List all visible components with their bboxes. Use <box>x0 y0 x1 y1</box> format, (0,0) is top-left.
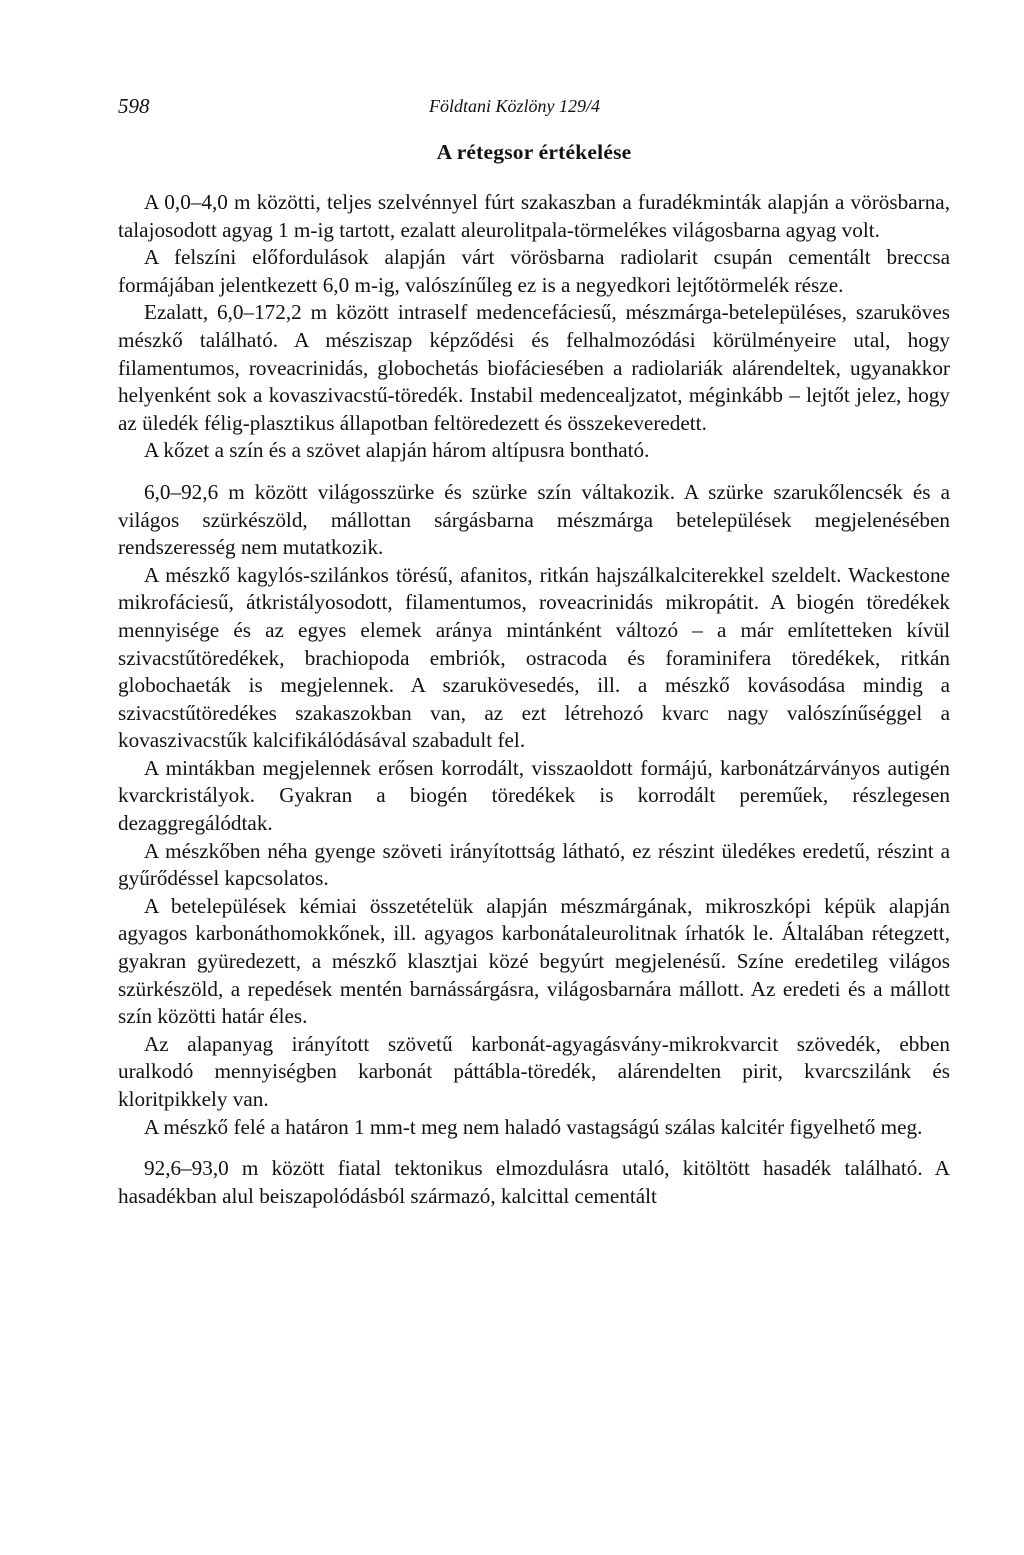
running-head <box>118 94 950 126</box>
paragraph-6: A mintákban megjelennek erősen korrodált, visszaoldott formájú, karbonátzárványos autigén kvarckristályok. Gyakran a biogén töredékek is korrodált pereműek, részlegesen dezaggregálódtak. <box>118 755 950 836</box>
journal-title: Földtani Közlöny 129/4 <box>429 96 600 116</box>
section-title: A rétegsor értékelése <box>436 140 632 164</box>
paragraph-1: A felszíni előfordulások alapján várt vörösbarna radiolarit csupán cementált breccsa formájában jelentkezett 6,0 m-ig, valószínűleg ez is a negyedkori lejtőtörmelék része. <box>118 245 950 297</box>
paragraph-0: A 0,0–4,0 m közötti, teljes szelvénnyel fúrt szakaszban a furadékminták alapján a vörösbarna, talajosodott agyag 1 m-ig tartott, ezalatt aleurolitpala-törmelékes világosbarna agyag volt. <box>118 190 950 242</box>
page <box>118 94 950 1210</box>
page-number: 598 <box>118 94 150 118</box>
paragraph-4: 6,0–92,6 m között világosszürke és szürke szín váltakozik. A szürke szarukőlencsék és a világos szürkészöld, mállottan sárgásbarna mészmárga betelepülések megjelenésében rendszeresség nem mutatkozik. <box>118 479 950 560</box>
paragraph-7: A mészkőben néha gyenge szöveti irányítottság látható, ez részint üledékes eredetű, részint a gyűrődéssel kapcsolatos. <box>118 838 950 891</box>
paragraph-8: A betelepülések kémiai összetételük alapján mészmárgának, mikroszkópi képük alapján agyagos karbonáthomokkőnek, ill. agyagos karbonátaleurolitnak írhatók le. Általában rétegzett, gyakran gyüredezett, a mészkő klasztjai közé begyúrt megjelenésű. Színe eredetileg világos szürkészöld, a repedések mentén barnássárgásra, világosbarnára mállott. Az eredeti és a mállott szín közötti határ éles. <box>118 893 950 1029</box>
paragraph-9: Az alapanyag irányított szövetű karbonát-agyagásvány-mikrokvarcit szövedék, ebben uralkodó mennyiségben karbonát páttábla-töredék, alárendelten pirit, kvarcszilánk és kloritpikkely van. <box>118 1031 950 1111</box>
paragraph-5: A mészkő kagylós-szilánkos törésű, afanitos, ritkán hajszálkalciterekkel szeldelt. Wackestone mikrofáciesű, átkristályosodott, filamentumos, roveacrinidás mikropátit. A biogén töredékek mennyisége és az egyes elemek aránya mintánként változó – a már említetteken kívül szivacstűtöredékek, brachiopoda embriók, ostracoda és foraminifera töredékek, ritkán globochaeták is megjelennek. A szarukövesedés, ill. a mészkő kovásodása mindig a szivacstűtöredékes szakaszokban van, az ezt létrehozó kvarc nagy valószínűséggel a kovaszivacstűk kalcifikálódásával szabadult fel. <box>118 562 950 753</box>
paragraph-2: Ezalatt, 6,0–172,2 m között intraself medencefáciesű, mészmárga-betelepüléses, szaruköves mészkő található. A mésziszap képződési és felhalmozódási körülményeire utal, hogy filamentumos, roveacrinidás, globochetás biofáciesében a radiolariák alárendeltek, ugyanakkor helyenként sok a kovaszivacstű-töredék. Instabil medencealjzatot, méginkább – lejtőt jelez, hogy az üledék félig-plasztikus állapotban feltöredezett és összekeveredett. <box>118 300 950 435</box>
paragraph-3: A kőzet a szín és a szövet alapján három altípusra bontható. <box>144 438 650 463</box>
paragraph-11: 92,6–93,0 m között fiatal tektonikus elmozdulásra utaló, kitöltött hasadék található. A hasadékban alul beiszapolódásból származó, kalcittal cementált <box>118 1156 950 1208</box>
paragraph-10: A mészkő felé a határon 1 mm-t meg nem haladó vastagságú szálas kalcitér figyelhető meg. <box>144 1114 923 1139</box>
